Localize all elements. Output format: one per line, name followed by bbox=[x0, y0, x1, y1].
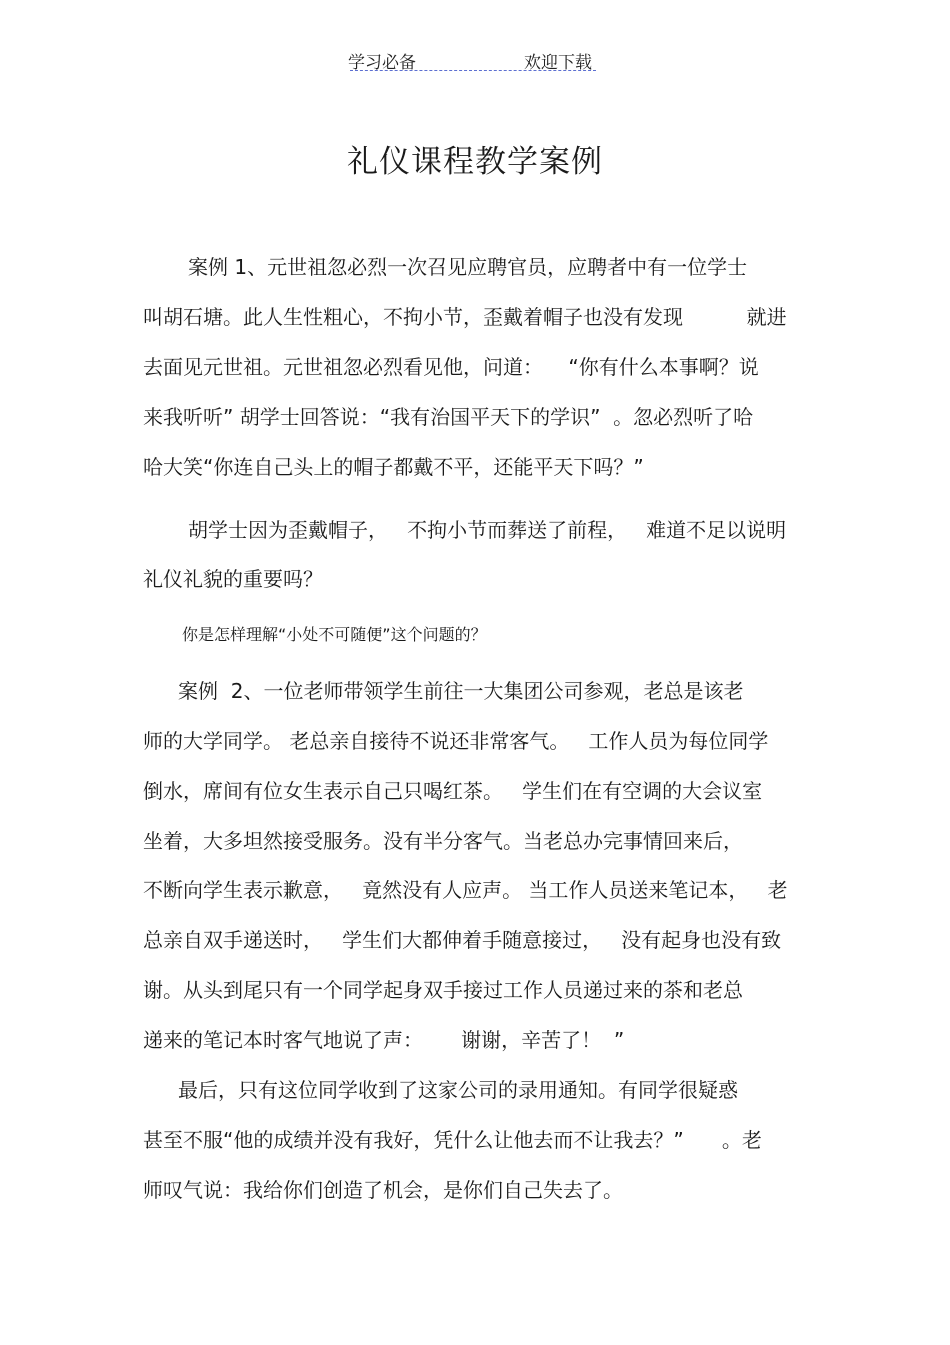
case1-line-2: 叫胡石塘。此人生性粗心，不拘小节，歪戴着帽子也没有发现 就进 bbox=[143, 305, 787, 329]
page-header bbox=[348, 48, 598, 72]
ending-line-3: 师叹气说：我给你们创造了机会，是你们自己失去了。 bbox=[143, 1178, 623, 1202]
case2-line-3: 倒水，席间有位女生表示自己只喝红茶。 学生们在有空调的大会议室 bbox=[143, 779, 763, 803]
reflection-question: 你是怎样理解“小处不可随便”这个问题的？ bbox=[182, 625, 487, 644]
case1-line-4: 来我听听” 胡学士回答说：“我有治国平天下的学识” 。忽必烈听了哈 bbox=[143, 405, 754, 429]
reflection-line-2: 礼仪礼貌的重要吗？ bbox=[143, 567, 323, 591]
reflection-line-1: 胡学士因为歪戴帽子， 不拘小节而葬送了前程， 难道不足以说明 bbox=[188, 518, 787, 542]
case2-line-2: 师的大学同学。 老总亲自接待不说还非常客气。 工作人员为每位同学 bbox=[143, 729, 769, 753]
case2-line-1: 案例 2、一位老师带领学生前往一大集团公司参观，老总是该老 bbox=[178, 679, 744, 703]
case2-line-7: 谢。从头到尾只有一个同学起身双手接过工作人员递过来的茶和老总 bbox=[143, 978, 743, 1002]
case1-line-1: 案例 1、元世祖忽必烈一次召见应聘官员，应聘者中有一位学士 bbox=[188, 255, 748, 279]
ending-line-1: 最后，只有这位同学收到了这家公司的录用通知。有同学很疑惑 bbox=[178, 1078, 738, 1102]
case2-line-4: 坐着，大多坦然接受服务。没有半分客气。当老总办完事情回来后， bbox=[143, 829, 743, 853]
case1-line-3: 去面见元世祖。元世祖忽必烈看见他，问道： “你有什么本事啊？说 bbox=[143, 355, 759, 379]
case2-line-8: 递来的笔记本时客气地说了声： 谢谢，辛苦了！ ” bbox=[143, 1028, 625, 1052]
case2-line-5: 不断向学生表示歉意， 竟然没有人应声。 当工作人员送来笔记本， 老 bbox=[143, 878, 788, 902]
header-dashed-rule bbox=[350, 70, 596, 71]
header-left-text: 学习必备 bbox=[348, 53, 416, 73]
document-title: 礼仪课程教学案例 bbox=[347, 144, 603, 180]
case1-line-5: 哈大笑“你连自己头上的帽子都戴不平，还能平天下吗？” bbox=[143, 455, 644, 479]
header-right-text: 欢迎下载 bbox=[524, 53, 592, 73]
case2-line-6: 总亲自双手递送时， 学生们大都伸着手随意接过， 没有起身也没有致 bbox=[143, 928, 782, 952]
ending-line-2: 甚至不服“他的成绩并没有我好，凭什么让他去而不让我去？” 。老 bbox=[143, 1128, 762, 1152]
